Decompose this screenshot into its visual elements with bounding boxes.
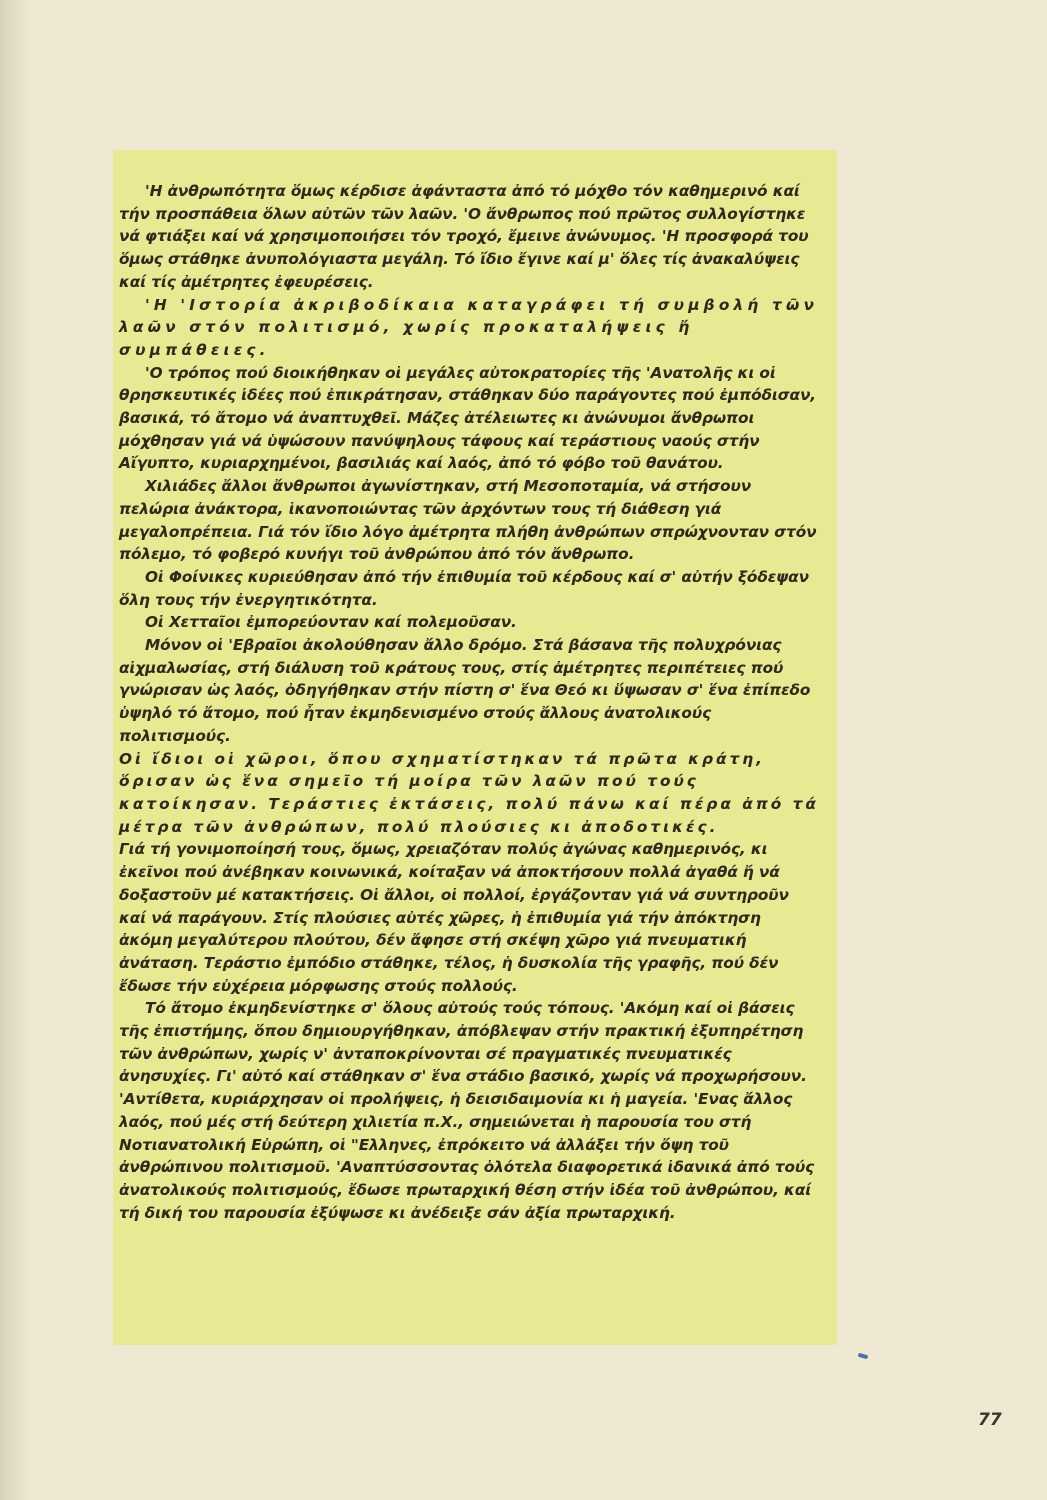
paragraph-5: Οἱ Φοίνικες κυριεύθησαν ἀπό τήν ἐπιθυμία τοῦ κέρδους καί σ' αὐτήν ξόδεψαν ὅλη τους τήν ἐνεργητικότητα. bbox=[119, 567, 809, 609]
paragraph-1: 'Η ἀνθρωπότητα ὅμως κέρδισε ἀφάνταστα ἀπό τό μόχθο τόν καθημερινό καί τήν προσπάθεια ὅλων αὐτῶν τῶν λαῶν. 'Ο ἄνθρωπος πού πρῶτος συλλογίστηκε νά φτιάξει καί νά χρησιμοποιήσει τόν τροχό, ἔμεινε ἀνώνυμος. 'Η προσφορά του ὅμως στάθηκε ἀνυπολόγιαστα μεγάλη. Τό ἴδιο ἔγινε καί μ' ὅλες τίς ἀνακαλύψεις καί τίς ἀμέτρητες ἐφευρέσεις. bbox=[119, 182, 809, 291]
paragraph-8-emphasis: Οἱ ἴδιοι οἱ χῶροι, ὅπου σχηματίστηκαν τά πρῶτα κράτη, ὅρισαν ὡς ἕνα σημεῖο τή μοίρα τῶν λαῶν πού τούς κατοίκησαν. Τεράστιες ἐκτάσεις, πολύ πάνω καί πέρα ἀπό τά μέτρα τῶν ἀνθρώπων, πολύ πλούσιες κι ἀποδοτικές. bbox=[119, 749, 819, 836]
paragraph-2-emphasis: 'Η 'Ιστορία ἀκριβοδίκαια καταγράφει τή συμβολή τῶν λαῶν στόν πολιτισμό, χωρίς προκαταλήψεις ἤ συμπάθειες. bbox=[119, 295, 819, 359]
paragraph-7: Μόνον οἱ 'Εβραῖοι ἀκολούθησαν ἄλλο δρόμο. Στά βάσανα τῆς πολυχρόνιας αἰχμαλωσίας, στή διάλυση τοῦ κράτους τους, στίς ἀμέτρητες περιπέτειες πού γνώρισαν ὡς λαός, ὀδηγήθηκαν στήν πίστη σ' ἕνα Θεό κι ὕψωσαν σ' ἕνα ἐπίπεδο ὑψηλό τό ἄτομο, πού ἦταν ἐκμηδενισμένο στούς ἄλλους ἀνατολικούς πολιτισμούς. bbox=[119, 636, 811, 745]
body-text bbox=[119, 180, 819, 1224]
paragraph-4: Χιλιάδες ἄλλοι ἄνθρωποι ἀγωνίστηκαν, στή Μεσοποταμία, νά στήσουν πελώρια ἀνάκτορα, ἱκανοποιώντας τῶν ἀρχόντων τους τή διάθεση γιά μεγαλοπρέπεια. Γιά τόν ἴδιο λόγο ἀμέτρητα πλήθη ἀνθρώπων σπρώχνονταν στόν πόλεμο, τό φοβερό κυνήγι τοῦ ἀνθρώπου ἀπό τόν ἄνθρωπο. bbox=[119, 477, 817, 564]
paragraph-9: Γιά τή γονιμοποίησή τους, ὅμως, χρειαζόταν πολύς ἀγώνας καθημερινός, κι ἐκεῖνοι πού ἀνέβηκαν κοινωνικά, κοίταξαν νά ἀποκτήσουν πολλά ἀγαθά ἤ νά δοξαστοῦν μέ κατακτήσεις. Οἱ ἄλλοι, οἱ πολλοί, ἐργάζονταν γιά νά συντηροῦν καί νά παράγουν. Στίς πλούσιες αὐτές χῶρες, ἡ ἐπιθυμία γιά τήν ἀπόκτηση ἀκόμη μεγαλύτερου πλούτου, δέν ἄφησε στή σκέψη χῶρο γιά πνευματική ἀνάταση. Τεράστιο ἐμπόδιο στάθηκε, τέλος, ἡ δυσκολία τῆς γραφῆς, πού δέν ἔδωσε τήν εὐχέρεια μόρφωσης στούς πολλούς. bbox=[119, 840, 789, 995]
ink-speck bbox=[858, 1353, 869, 1359]
paragraph-3: 'Ο τρόπος πού διοικήθηκαν οἱ μεγάλες αὐτοκρατορίες τῆς 'Ανατολῆς κι οἱ θρησκευτικές ἰδέες πού ἐπικράτησαν, στάθηκαν δύο παράγοντες πού ἐμπόδισαν, βασικά, τό ἄτομο νά ἀναπτυχθεῖ. Μάζες ἀτέλειωτες κι ἀνώνυμοι ἄνθρωποι μόχθησαν γιά νά ὑψώσουν πανύψηλους τάφους καί τεράστιους ναούς στήν Αἴγυπτο, κυριαρχημένοι, βασιλιάς καί λαός, ἀπό τό φόβο τοῦ θανάτου. bbox=[119, 363, 816, 473]
paragraph-10: Τό ἄτομο ἐκμηδενίστηκε σ' ὅλους αὐτούς τούς τόπους. 'Ακόμη καί οἱ βάσεις τῆς ἐπιστήμης, ὅπου δημιουργήθηκαν, ἀπόβλεψαν στήν πρακτική ἐξυπηρέτηση τῶν ἀνθρώπων, χωρίς ν' ἀνταποκρίνονται σέ πραγματικές πνευματικές ἀνησυχίες. Γι' αὐτό καί στάθηκαν σ' ἕνα στάδιο βασικό, χωρίς νά προχωρήσουν. 'Αντίθετα, κυριάρχησαν οἱ προλήψεις, ἡ δεισιδαιμονία κι ἡ μαγεία. 'Ενας ἄλλος λαός, πού μές στή δεύτερη χιλιετία π.Χ., σημειώνεται ἡ παρουσία του στή Νοτιανατολική Εὐρώπη, οἱ "Ελληνες, ἐπρόκειτο νά ἀλλάξει τήν ὄψη τοῦ ἀνθρώπινου πολιτισμοῦ. 'Αναπτύσσοντας ὁλότελα διαφορετικά ἰδανικά ἀπό τούς ἀνατολικούς πολιτισμούς, ἔδωσε πρωταρχική θέση στήν ἰδέα τοῦ ἀνθρώπου, καί τή δική του παρουσία ἐξύψωσε κι ἀνέδειξε σάν ἀξία πρωταρχική. bbox=[119, 999, 815, 1222]
paragraph-6: Οἱ Χετταῖοι ἐμπορεύονταν καί πολεμοῦσαν. bbox=[145, 613, 517, 632]
page-binding-shadow bbox=[0, 0, 30, 1500]
page-number: 77 bbox=[978, 1410, 1002, 1430]
